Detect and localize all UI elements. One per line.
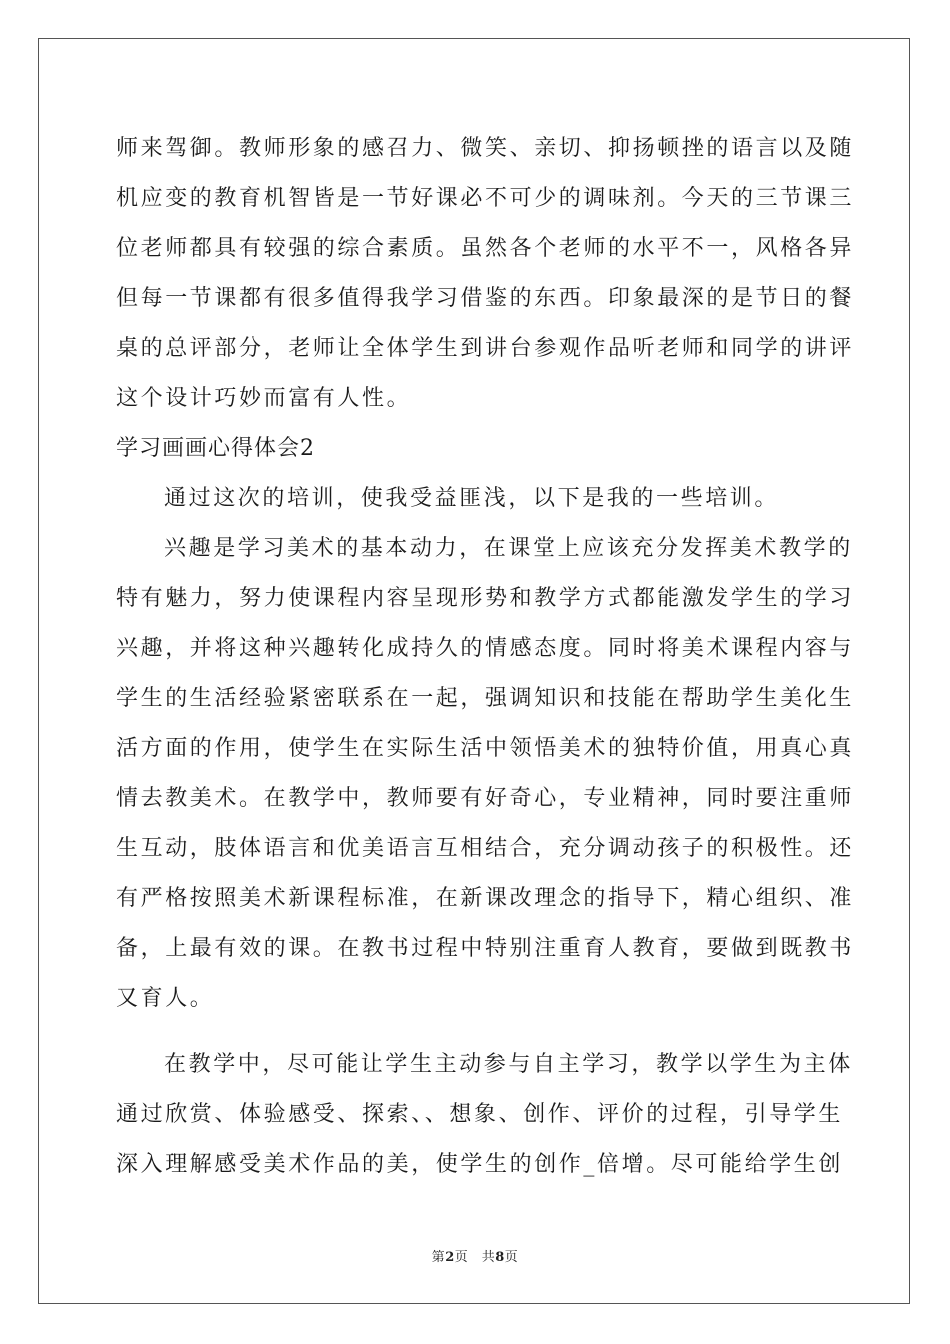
text-line: 深入理解感受美术作品的美，使学生的创作_倍增。尽可能给学生创 [116, 1152, 844, 1177]
text-line: 但每一节课都有很多值得我学习借鉴的东西。印象最深的是节日的餐 [116, 286, 855, 311]
footer-page-current: 2 [445, 1250, 455, 1265]
text-line: 备，上最有效的课。在教书过程中特别注重育人教育，要做到既教书 [116, 936, 855, 961]
text-line: 通过欣赏、体验感受、探索、、想象、创作、评价的过程，引导学生 [116, 1102, 844, 1127]
text-line: 又育人。 [116, 986, 215, 1011]
paragraph-4 [116, 1040, 853, 1190]
footer-page-suffix: 页 [504, 1250, 519, 1265]
text-line: 特有魅力，努力使课程内容呈现形势和教学方式都能激发学生的学习 [116, 586, 855, 611]
footer-page-total: 8 [495, 1250, 505, 1265]
text-line: 在教学中，尽可能让学生主动参与自主学习，教学以学生为主体 [164, 1052, 853, 1077]
text-line: 兴趣，并将这种兴趣转化成持久的情感态度。同时将美术课程内容与 [116, 636, 855, 661]
text-line: 师来驾御。教师形象的感召力、微笑、亲切、抑扬顿挫的语言以及随 [116, 136, 855, 161]
page-footer [0, 1246, 950, 1265]
text-line: 学生的生活经验紧密联系在一起，强调知识和技能在帮助学生美化生 [116, 686, 855, 711]
paragraph-3 [116, 524, 855, 1024]
text-line: 活方面的作用，使学生在实际生活中领悟美术的独特价值，用真心真 [116, 736, 855, 761]
text-line: 桌的总评部分，老师让全体学生到讲台参观作品听老师和同学的讲评 [116, 336, 855, 361]
text-line: 机应变的教育机智皆是一节好课必不可少的调味剂。今天的三节课三 [116, 186, 855, 211]
footer-page-mid: 页 共 [454, 1250, 496, 1265]
text-line: 有严格按照美术新课程标准，在新课改理念的指导下，精心组织、准 [116, 886, 855, 911]
footer-page-prefix: 第 [431, 1250, 446, 1265]
paragraph-2 [116, 474, 836, 524]
text-line: 这个设计巧妙而富有人性。 [116, 386, 412, 411]
section-heading: 学习画画心得体会2 [116, 436, 315, 461]
paragraph-1 [116, 124, 855, 424]
text-line: 位老师都具有较强的综合素质。虽然各个老师的水平不一，风格各异 [116, 236, 855, 261]
text-line: 通过这次的培训，使我受益匪浅，以下是我的一些培训。 [164, 486, 780, 511]
text-line: 生互动，肢体语言和优美语言互相结合，充分调动孩子的积极性。还 [116, 836, 855, 861]
text-line: 兴趣是学习美术的基本动力，在课堂上应该充分发挥美术教学的 [164, 536, 853, 561]
text-line: 情去教美术。在教学中，教师要有好奇心，专业精神，同时要注重师 [116, 786, 855, 811]
document-body [116, 124, 855, 1190]
